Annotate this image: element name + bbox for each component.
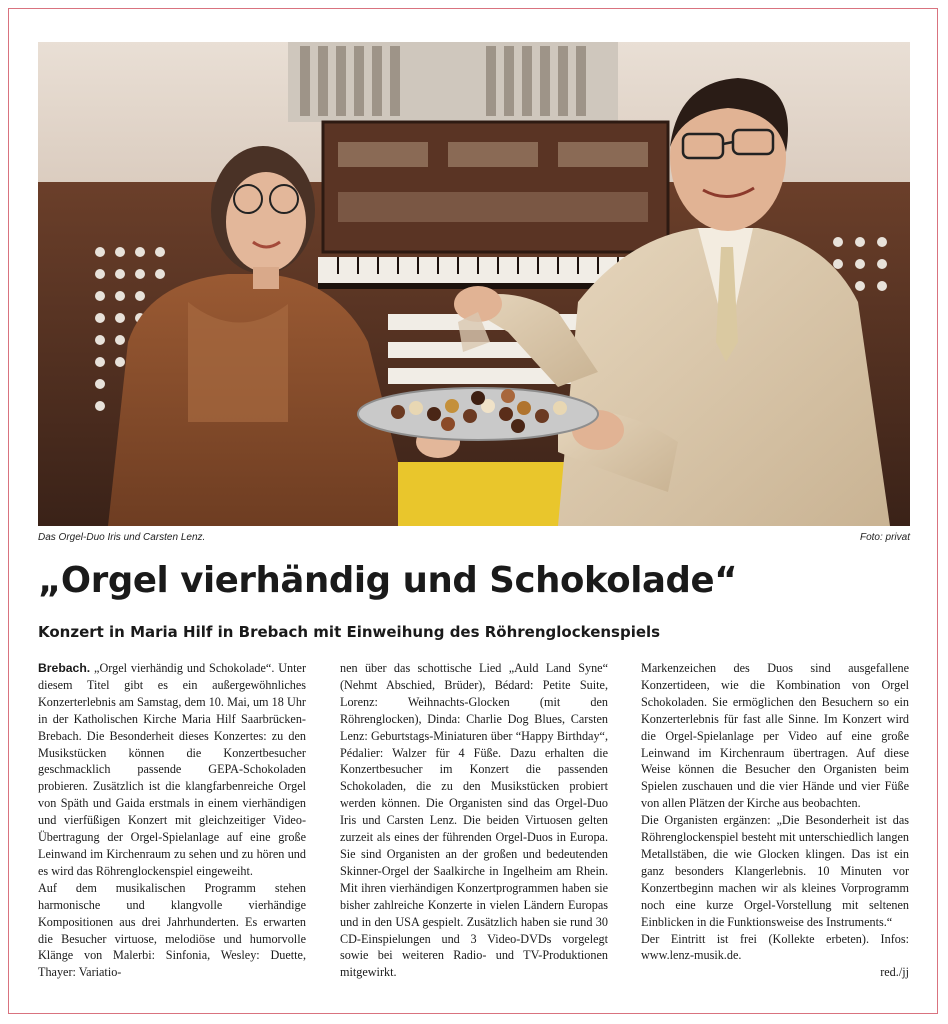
author-signature: red./jj <box>880 965 909 980</box>
paragraph: Die Organisten ergänzen: „Die Besonderheit ist das Röhrenglockenspiel besteht mit unterschiedlich langen Metallstäben, die wie Glocken klingen. Das ist ein ganz besonders Klangerlebnis. 10 Minuten vor Konzertbeginn machen wir als kleines Vorprogramm noch eine kurze Orgel-Vorstellung mit seltenen Einblicken in die Funktionsweise des Instruments.“ <box>641 813 909 929</box>
article-column-1 <box>38 660 306 981</box>
article-column-3 <box>641 660 909 981</box>
paragraph-text: „Orgel vierhändig und Schokolade“. Unter diesem Titel gibt es ein außergewöhnliches Konzerterlebnis am Samstag, dem 10. Mai, um 18 Uhr in der Katholischen Kirche Maria Hilf Saarbrücken-Brebach. Die Besonderheit dieses Konzertes: zu den Musikstücken können die Konzertbesucher geschmacklich passende GEPA-Schokoladen probieren. Zusätzlich ist die klangfarbenreiche Orgel von Späth und Gaida erstmals in einem vierhändigen und vierfüßigen Konzert mit gleichzeitiger Video-Übertragung der Orgel-Spielanlage auf eine große Leinwand im Kirchenraum zu sehen und zu hören und es wird das Röhrenglockenspiel eingeweiht. <box>38 661 307 878</box>
paragraph: Markenzeichen des Duos sind ausgefallene Konzertideen, wie die Kombination von Orgel Schokoladen. Sie ermöglichen den Besuchern so ein Konzerterlebnis für fast alle Sinne. Im Konzert wird die Orgel-Spielanlage per Video auf eine große Leinwand im Kirchenraum übertragen. Auf diese Weise können die Besucher den Organisten beim Spielen zuschauen und die vier Hände und vier Füße von allen Plätzen der Kirche aus beobachten. <box>641 661 909 811</box>
article-headline: „Orgel vierhändig und Schokolade“ <box>38 560 738 601</box>
article-photo <box>38 42 910 526</box>
paragraph: Der Eintritt ist frei (Kollekte erbeten). Infos: www.lenz-musik.de. <box>641 931 909 963</box>
article-subheadline: Konzert in Maria Hilf in Brebach mit Einweihung des Röhrenglockenspiels <box>38 623 661 641</box>
dateline: Brebach. <box>38 661 91 675</box>
paragraph <box>38 660 306 880</box>
organ-duo-photo <box>38 42 910 526</box>
paragraph: nen über das schottische Lied „Auld Land Syne“ (Nehmt Abschied, Brüder), Bédard: Petite Suite, Lorenz: Weihnachts-Glocken (mit den Röhrenglocken), Dinda: Charlie Dog Blues, Carsten Lenz: Geburtstags-Miniaturen über “Happy Birthday“, Pédalier: Walzer für 4 Füße. Dazu erhalten die Konzertbesucher im Konzert die passenden Schokoladen, die zu den Musikstücken probiert werden können. Die Organisten sind das Orgel-Duo Iris und Carsten Lenz. Die beiden Virtuosen gelten zurzeit als eines der führenden Orgel-Duos in Europa. Sie sind Organisten an der großen und bedeutenden Skinner-Orgel der Saalkirche in Ingelheim am Rhein. Mit ihren vierhändigen Konzertprogrammen haben sie bisher zahlreiche Konzerte in vielen Ländern Europas und in den USA gespielt. Zusätzlich haben sie rund 30 CD-Einspielungen und 3 Video-DVDs vorgelegt sowie bei weiteren Radio- und TV-Produktionen mitgewirkt. <box>340 661 608 980</box>
photo-credit: Foto: privat <box>859 532 910 543</box>
paragraph: Auf dem musikalischen Programm stehen harmonische und klangvolle vierhändige Kompositionen aus drei Jahrhunderten. Es erwarten die Besucher virtuose, melodiöse und humorvolle Klänge von Malerbi: Sinfonia, Wesley: Duette, Thayer: Variatio- <box>38 880 306 980</box>
photo-caption: Das Orgel-Duo Iris und Carsten Lenz. <box>38 532 206 543</box>
article-column-2 <box>340 660 608 981</box>
